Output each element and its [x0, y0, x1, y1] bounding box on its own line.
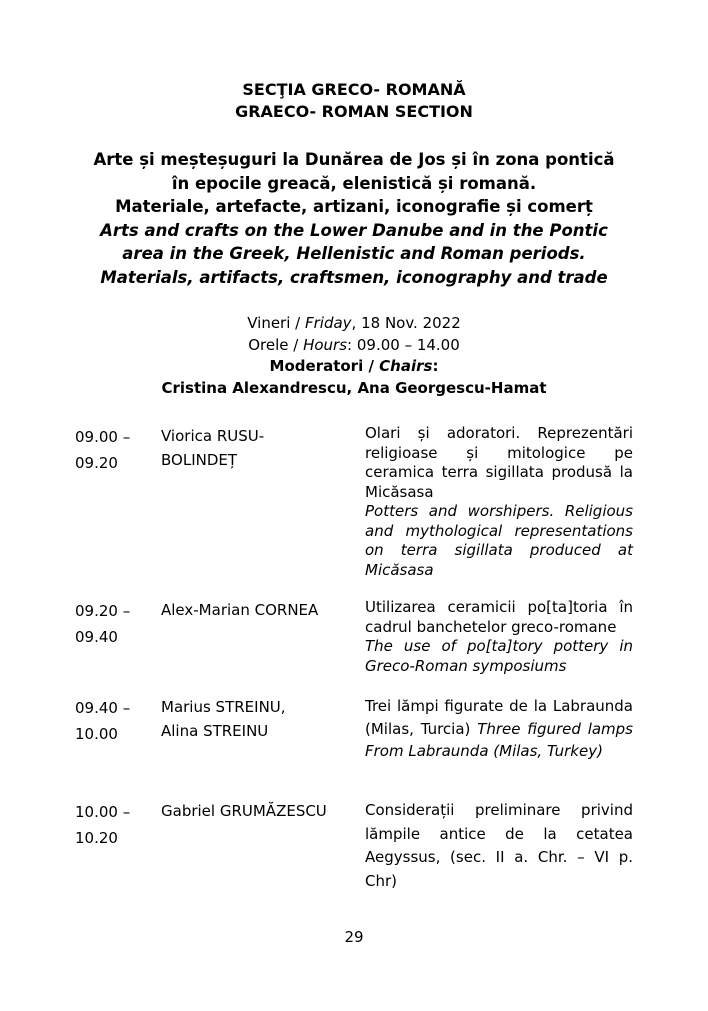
theme-en-line: Arts and crafts on the Lower Danube and in the Pontic — [100, 220, 608, 240]
time-end: 10.20 — [75, 829, 118, 847]
chairs-heading — [0, 356, 708, 378]
author-line: Alex-Marian CORNEA — [161, 601, 319, 619]
time-slot — [75, 424, 157, 476]
chairs-en: Chairs — [379, 357, 433, 375]
session-hours — [0, 335, 708, 357]
section-title-ro: SECŢIA GRECO- ROMANĂ — [242, 80, 466, 99]
author — [161, 598, 346, 622]
date-value: , 18 Nov. 2022 — [351, 314, 461, 332]
theme-ro-line: în epocile greacă, elenistică și romană. — [171, 173, 537, 193]
time-slot — [75, 695, 157, 747]
paper-title — [365, 424, 633, 580]
time-start: 09.00 – — [75, 428, 131, 446]
paper-title-ro: Olari și adoratori. Reprezentări religioase și mitologice pe ceramica terra sigillata produsă la Micăsasa — [365, 424, 633, 501]
hours-en: Hours — [303, 335, 348, 354]
session-date — [0, 313, 708, 335]
theme-en-line: Materials, artifacts, craftsmen, iconography and trade — [100, 267, 608, 287]
theme-ro-line: Arte și meșteșuguri la Dunărea de Jos și în zona pontică — [93, 150, 615, 169]
section-title-en: GRAECO- ROMAN SECTION — [235, 102, 473, 121]
time-start: 09.20 – — [75, 602, 131, 620]
time-end: 10.00 — [75, 725, 118, 743]
paper-title-en: Potters and worshipers. Religious and mythological representations on terra sigillata produced at Micăsasa — [365, 502, 633, 579]
time-slot — [75, 799, 157, 851]
paper-title-en: The use of po[ta]tory pottery in Greco-Roman symposiums — [365, 637, 633, 675]
session-meta — [0, 313, 708, 399]
page-number: 29 — [344, 928, 364, 946]
paper-title — [365, 598, 633, 676]
paper-title — [365, 799, 633, 893]
hours-ro: Orele / — [248, 335, 304, 354]
author — [161, 799, 346, 823]
hours-value: : 09.00 – 14.00 — [347, 335, 460, 354]
author — [161, 695, 346, 743]
paper-title-en: Three figured lamps From Labraunda (Milas, Turkey) — [365, 719, 633, 760]
paper-title-ro: Trei lămpi figurate de la Labraunda (Milas, Turcia) — [365, 697, 633, 738]
chairs-names: Cristina Alexandrescu, Ana Georgescu-Hamat — [161, 378, 547, 397]
chairs-colon: : — [432, 357, 439, 375]
author-line: BOLINDEȚ — [161, 451, 238, 469]
time-start: 10.00 – — [75, 803, 131, 821]
time-end: 09.40 — [75, 628, 118, 646]
author-line: Viorica RUSU- — [161, 427, 265, 445]
paper-title-ro: Considerații preliminare privind lămpile antice de la cetatea Aegyssus, (sec. II a. Chr. – VI p. Chr) — [365, 801, 633, 890]
time-slot — [75, 598, 157, 650]
theme-ro-line: Materiale, artefacte, artizani, iconografie și comerț — [115, 197, 593, 217]
paper-title — [365, 695, 633, 763]
author-line: Marius STREINU, — [161, 698, 286, 716]
theme-en-line: area in the Greek, Hellenistic and Roman periods. — [122, 244, 586, 264]
author-line: Gabriel GRUMĂZESCU — [161, 802, 327, 820]
chairs-ro: Moderatori / — [269, 357, 380, 375]
paper-title-ro: Utilizarea ceramicii po[ta]toria în cadrul banchetelor greco-romane — [365, 598, 633, 636]
author-line: Alina STREINU — [161, 722, 269, 740]
time-end: 09.20 — [75, 454, 118, 472]
session-theme — [0, 148, 708, 290]
author — [161, 424, 346, 472]
day-ro: Vineri / — [247, 314, 305, 332]
time-start: 09.40 – — [75, 699, 131, 717]
day-en: Friday — [304, 314, 352, 332]
